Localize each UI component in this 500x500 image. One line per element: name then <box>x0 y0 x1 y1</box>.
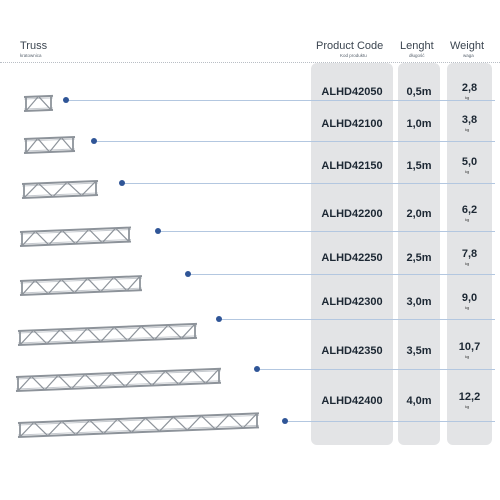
weight-value: 6,2 <box>461 204 478 216</box>
length-value: 1,0m <box>406 118 432 130</box>
weight-value: 5,0 <box>461 156 478 168</box>
length-value: 3,0m <box>406 296 432 308</box>
product-code: ALHD42200 <box>321 208 383 220</box>
product-code: ALHD42300 <box>321 296 383 308</box>
weight-value: 2,8 <box>461 82 478 94</box>
truss-drawing <box>24 137 75 153</box>
weight-unit: kg <box>465 305 470 310</box>
connector-line <box>285 421 495 422</box>
weight-unit: kg <box>465 217 470 222</box>
length-header: Lenght <box>400 40 434 52</box>
connector-dot <box>185 271 191 277</box>
truss-drawing <box>20 276 142 295</box>
weight-unit: kg <box>465 95 470 100</box>
weight-unit: kg <box>465 354 470 359</box>
length-subheader: długość <box>409 53 425 58</box>
connector-line <box>94 141 495 142</box>
length-value: 2,5m <box>406 252 432 264</box>
connector-dot <box>282 418 288 424</box>
weight-unit: kg <box>465 169 470 174</box>
weight-value: 9,0 <box>461 292 478 304</box>
product-code: ALHD42250 <box>321 252 383 264</box>
product-code: ALHD42050 <box>321 86 383 98</box>
product-code: ALHD42400 <box>321 395 383 407</box>
truss-drawing <box>18 324 197 345</box>
product-code: ALHD42350 <box>321 345 383 357</box>
weight-value: 10,7 <box>458 341 481 353</box>
connector-line <box>257 369 495 370</box>
truss-header: Truss <box>20 40 48 52</box>
connector-line <box>158 231 495 232</box>
product-code: ALHD42100 <box>321 118 383 130</box>
weight-unit: kg <box>465 404 470 409</box>
weight-header: Weight <box>450 40 485 52</box>
truss-drawing <box>24 96 53 111</box>
length-value: 2,0m <box>406 208 432 220</box>
truss-drawing <box>22 181 98 198</box>
weight-value: 3,8 <box>461 114 478 126</box>
weight-subheader: waga <box>463 53 474 58</box>
length-value: 4,0m <box>406 395 432 407</box>
length-value: 1,5m <box>406 160 432 172</box>
weight-value: 7,8 <box>461 248 478 260</box>
weight-value: 12,2 <box>458 391 481 403</box>
product-code-subheader: Kod produktu <box>340 53 367 58</box>
connector-line <box>66 100 495 101</box>
connector-dot <box>155 228 161 234</box>
connector-dot <box>254 366 260 372</box>
connector-line <box>188 274 495 275</box>
connector-dot <box>119 180 125 186</box>
truss-drawing <box>16 369 221 391</box>
product-code: ALHD42150 <box>321 160 383 172</box>
connector-dot <box>63 97 69 103</box>
weight-unit: kg <box>465 127 470 132</box>
product-code-header: Product Code <box>316 40 384 52</box>
length-value: 3,5m <box>406 345 432 357</box>
truss-subheader: kratownica <box>20 53 42 58</box>
truss-drawing <box>20 228 131 246</box>
connector-line <box>122 183 495 184</box>
connector-line <box>219 319 495 320</box>
weight-unit: kg <box>465 261 470 266</box>
truss-drawing <box>18 413 259 437</box>
length-value: 0,5m <box>406 86 432 98</box>
connector-dot <box>216 316 222 322</box>
connector-dot <box>91 138 97 144</box>
